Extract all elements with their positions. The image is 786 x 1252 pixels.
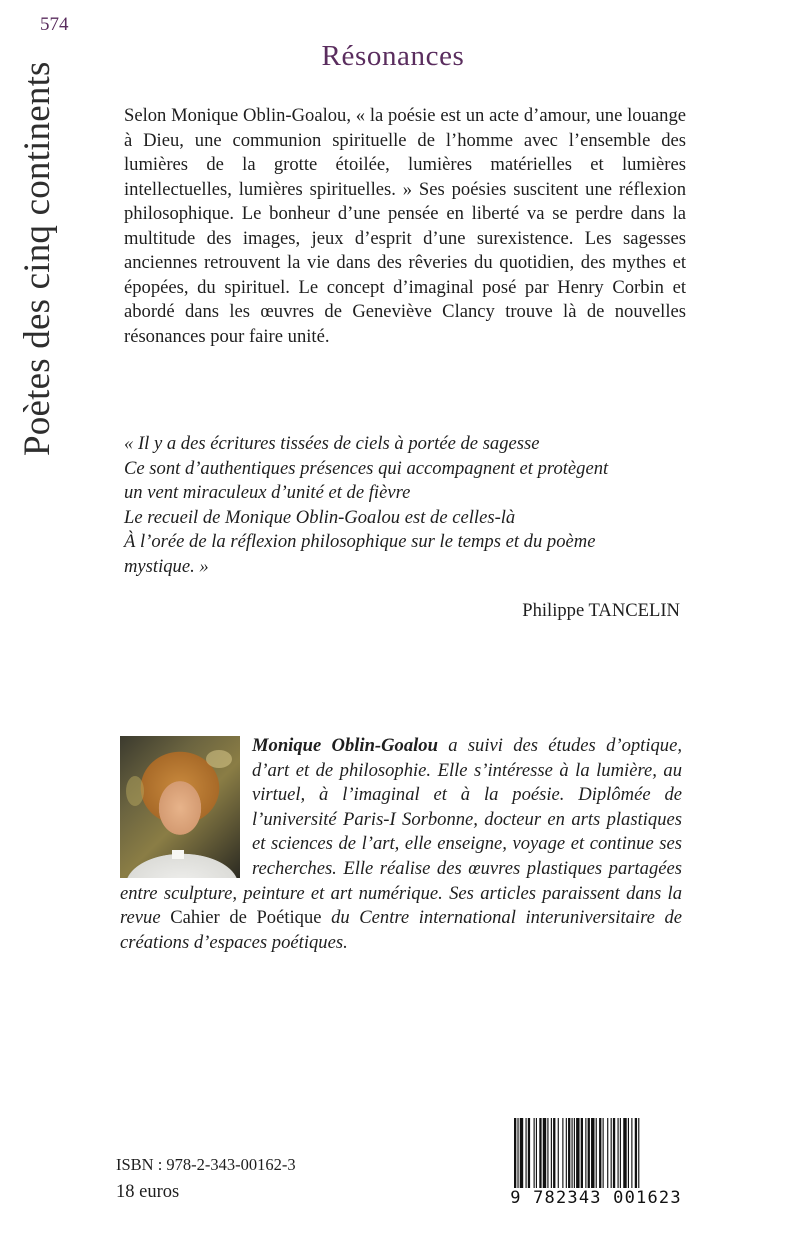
quote-author: Philippe TANCELIN	[522, 600, 680, 621]
quote-line: un vent miraculeux d’unité et de fièvre	[124, 482, 411, 503]
author-bio	[120, 734, 682, 955]
journal-name: Cahier de Poétique	[170, 907, 322, 929]
book-description: Selon Monique Oblin-Goalou, « la poésie est un acte d’amour, une louange à Dieu, une communion spirituelle de l’homme avec l’ensemble des lumières de la grotte étoilée, lumières matérielles et lumières intellectuelles, lumières spirituelles. » Ses poésies suscitent une réflexion philosophique. Le bonheur d’une pensée en liberté va se perdre dans la multitude des images, jeux d’esprit d’une surexistence. Les sagesses anciennes retrouvent la vie dans des rêveries du quotidien, des mythes et épopées, du spirituel. Le concept d’imaginal posé par Henry Corbin et abordé dans les œuvres de Geneviève Clancy trouve là de nouvelles résonances pour faire unité.	[124, 105, 686, 347]
quote-line: mystique. »	[124, 555, 209, 577]
quote-block	[124, 432, 686, 579]
quote-line: À l’orée de la réflexion philosophique sur le temps et du poème	[124, 531, 596, 552]
series-title: Poètes des cinq continents	[17, 61, 58, 456]
isbn: ISBN : 978-2-343-00162-3	[116, 1155, 296, 1174]
series-number: 574	[40, 14, 69, 35]
quote-line: Le recueil de Monique Oblin-Goalou est de celles-là	[124, 506, 516, 528]
barcode-digits: 9 782343 001623	[510, 1188, 682, 1208]
book-title: Résonances	[321, 40, 465, 72]
price: 18 euros	[116, 1182, 180, 1202]
quote-line: Ce sont d’authentiques présences qui accompagnent et protègent	[124, 457, 609, 479]
barcode-bars	[510, 1118, 682, 1190]
quote-line: « Il y a des écritures tissées de ciels à portée de sagesse	[124, 433, 540, 454]
bio-text-1: a suivi des études d’optique, d’art et de philosophie. Elle s’intéresse à la lumière, au virtuel, à l’imaginal et à la poésie. Diplômée de l’université Paris-I Sorbonne, docteur en arts plastiques et sciences de l’art, elle enseigne, voyage et continue ses recherches. Elle réalise des œuvres plastiques partagées entre sculpture, peinture et art numérique. Ses articles paraissent dans la revue	[120, 735, 682, 929]
author-name: Monique Oblin-Goalou	[252, 735, 438, 756]
bio-text-2: du Centre international interuniversitaire de créations d’espaces poétiques.	[120, 907, 683, 953]
